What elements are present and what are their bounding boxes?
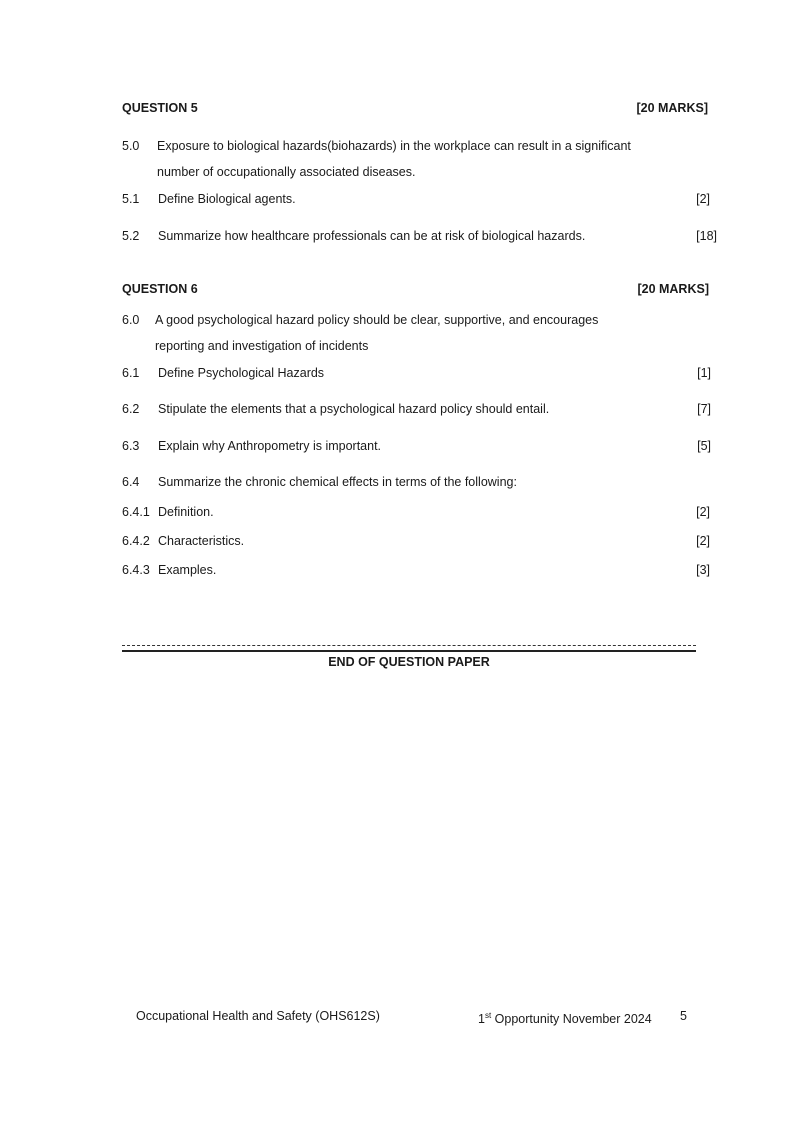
item-text-continued: reporting and investigation of incidents <box>155 339 369 353</box>
item-number: 6.3 <box>122 439 140 453</box>
item-text-continued: number of occupationally associated diseases. <box>157 165 416 179</box>
item-marks: [2] <box>696 505 710 519</box>
item-text: Examples. <box>158 563 217 577</box>
footer-opportunity-text: Opportunity November 2024 <box>494 1012 652 1027</box>
item-number: 6.1 <box>122 366 140 380</box>
item-marks: [2] <box>696 192 710 206</box>
dashed-divider <box>122 645 696 646</box>
item-marks: [3] <box>696 563 710 577</box>
item-text: Define Biological agents. <box>158 192 296 206</box>
item-text: Explain why Anthropometry is important. <box>158 439 382 453</box>
item-marks: [2] <box>696 534 710 548</box>
footer-ordinal: 1 <box>478 1012 485 1027</box>
item-number: 6.0 <box>122 313 140 327</box>
item-text: Characteristics. <box>158 534 245 548</box>
solid-divider <box>122 650 696 652</box>
item-marks: [7] <box>697 402 711 416</box>
footer-ordinal-suffix: st <box>484 1011 492 1020</box>
item-number: 6.4.1 <box>122 505 150 519</box>
item-number: 5.0 <box>122 139 140 153</box>
item-text: Summarize the chronic chemical effects in terms of the following: <box>158 475 517 489</box>
item-text: Stipulate the elements that a psychological hazard policy should entail. <box>158 402 550 416</box>
question-5-marks: [20 MARKS] <box>636 101 708 115</box>
question-6-title: QUESTION 6 <box>122 282 198 296</box>
item-text: Summarize how healthcare professionals can be at risk of biological hazards. <box>158 229 586 243</box>
item-marks: [1] <box>697 366 711 380</box>
question-5-title: QUESTION 5 <box>122 101 198 115</box>
item-number: 6.4.3 <box>122 563 150 577</box>
footer-course: Occupational Health and Safety (OHS612S) <box>136 1009 380 1023</box>
item-text: Define Psychological Hazards <box>158 366 325 380</box>
item-number: 6.4 <box>122 475 140 489</box>
item-text: Exposure to biological hazards(biohazards) in the workplace can result in a significant <box>157 139 631 153</box>
item-number: 6.2 <box>122 402 140 416</box>
end-of-paper-text: END OF QUESTION PAPER <box>328 655 490 669</box>
item-number: 6.4.2 <box>122 534 150 548</box>
item-text: Definition. <box>158 505 214 519</box>
footer-opportunity <box>478 1008 652 1027</box>
item-marks: [5] <box>697 439 711 453</box>
question-6-marks: [20 MARKS] <box>637 282 709 296</box>
item-text: A good psychological hazard policy should be clear, supportive, and encourages <box>155 313 599 327</box>
item-marks: [18] <box>696 229 717 243</box>
item-number: 5.1 <box>122 192 140 206</box>
item-number: 5.2 <box>122 229 140 243</box>
page-number: 5 <box>680 1009 687 1023</box>
